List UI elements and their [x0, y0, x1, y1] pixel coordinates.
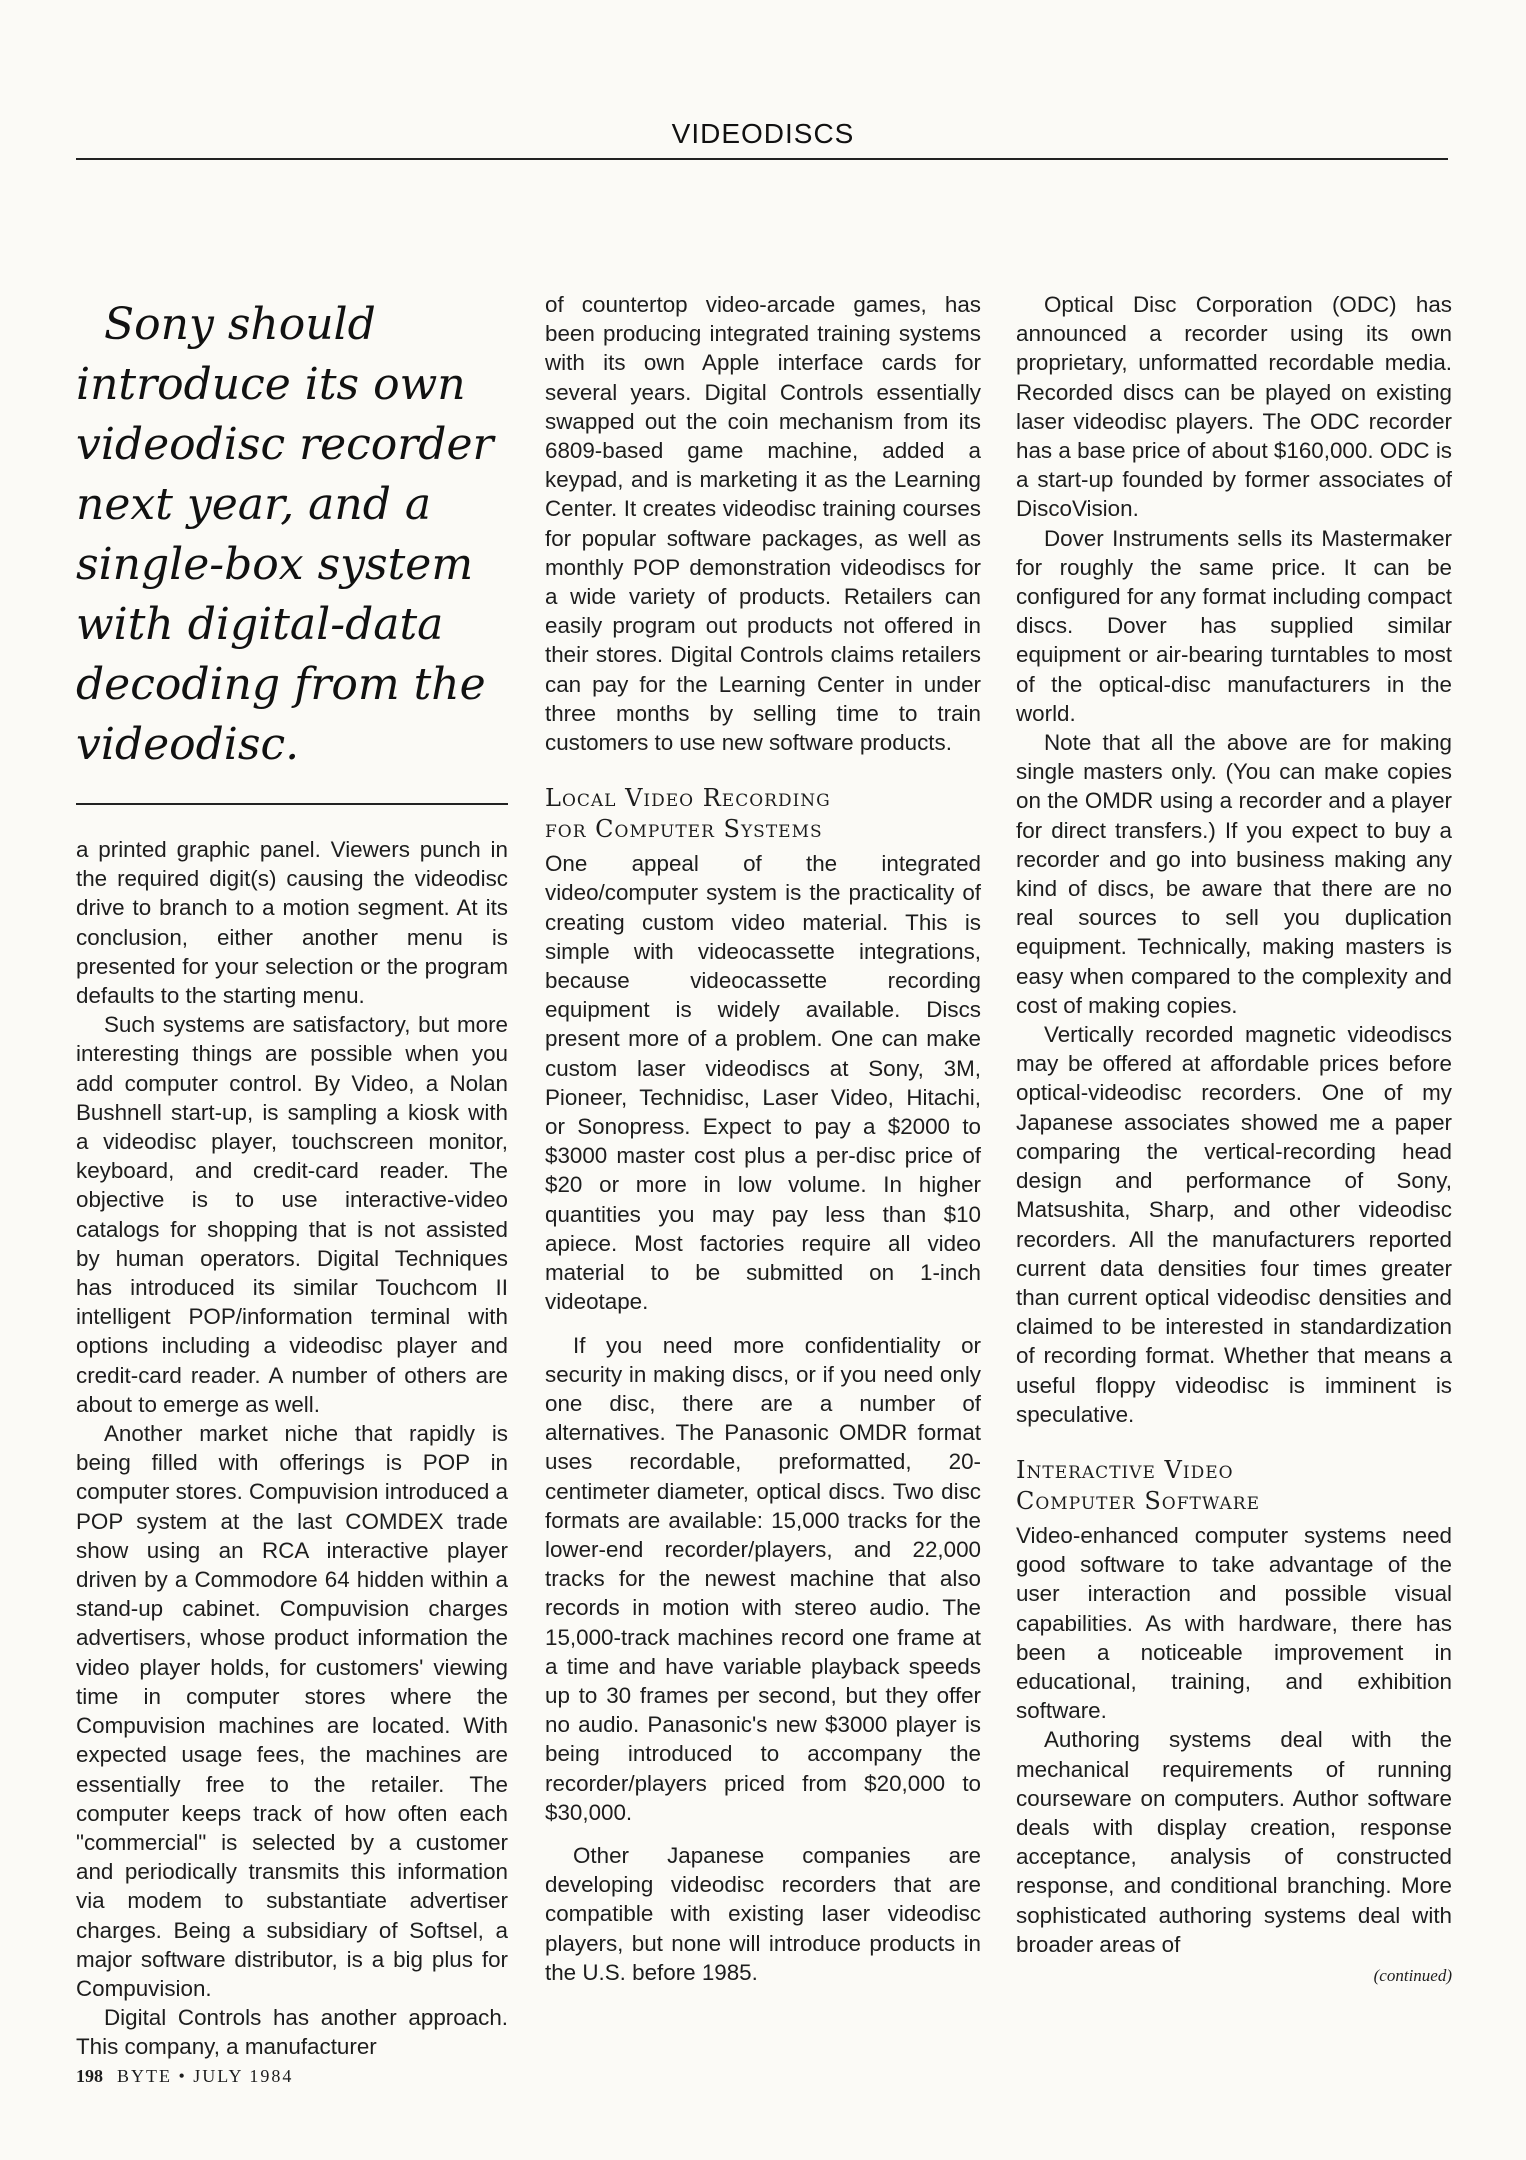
subhead-line: for Computer Systems	[545, 815, 823, 844]
continued-note: (continued)	[1373, 1965, 1452, 1985]
section-header: VIDEODISCS	[671, 118, 855, 149]
paragraph: Digital Controls has another approach. This company, a manufacturer	[76, 2005, 508, 2060]
paragraph: a printed graphic panel. Viewers punch in the required digit(s) causing the videodisc drive to branch to a motion segment. At its conclusion, either another menu is presented for your selection or the program defaults to the starting menu.	[76, 837, 508, 1009]
paragraph: Dover Instruments sells its Mastermaker for roughly the same price. It can be configured for any format including compact discs. Dover has supplied similar equipment or air-bearing turntables to most of the optical-disc manufacturers in the world.	[1016, 525, 1452, 726]
paragraph: Optical Disc Corporation (ODC) has announced a recorder using its own proprietary, unformatted recordable media. Recorded discs can be played on existing laser videodisc players. The ODC recorder has a base price of about $160,000. ODC is a start-up founded by former associates of DiscoVision.	[1016, 292, 1452, 522]
paragraph: Other Japanese companies are developing videodisc recorders that are compatible with existing laser videodisc players, but none will introduce products in the U.S. before 1985.	[545, 1842, 981, 1985]
subhead-line: Local Video Recording	[545, 784, 831, 813]
column-2	[545, 290, 981, 1987]
paragraph: Vertically recorded magnetic videodiscs may be offered at affordable prices before optical-videodisc recorders. One of my Japanese associates showed me a paper comparing the vertical-recording head design and performance of Sony, Matsushita, Sharp, and other videodisc recorders. All the manufacturers reported current data densities four times greater than current optical videodisc densities and claimed to be interested in standardization of recording format. Whether that means a useful floppy videodisc is imminent is speculative.	[1016, 1022, 1452, 1427]
paragraph: If you need more confidentiality or security in making discs, or if you need only one disc, there are a number of alternatives. The Panasonic OMDR format uses recordable, preformatted, 20-centimeter diameter, optical discs. Two disc formats are available: 15,000 tracks for the lower-end recorder/players, and 22,000 tracks for the newest machine that also records in motion with stereo audio. The 15,000-track machines record one frame at a time and have variable playback speeds up to 30 frames per second, but they offer no audio. Panasonic's new $3000 player is being introduced to accompany the recorder/players priced from $20,000 to $30,000.	[545, 1332, 981, 1825]
paragraph: of countertop video-arcade games, has been producing integrated training systems with its own Apple interface cards for several years. Digital Controls essentially swapped out the coin mechanism from its 6809-based game machine, added a keypad, and is marketing it as the Learning Center. It creates videodisc training courses for popular software packages, as well as monthly POP demonstration videodiscs for a wide variety of products. Retailers can easily program out products not offered in their stores. Digital Controls claims retailers can pay for the Learning Center in under three months by selling time to train customers to use new software products.	[545, 292, 981, 756]
paragraph: Authoring systems deal with the mechanical requirements of running courseware on computers. Author software deals with display creation, response acceptance, analysis of constructed response, and conditional branching. More sophisticated authoring systems deal with broader areas of	[1016, 1727, 1452, 1957]
paragraph: Video-enhanced computer systems need good software to take advantage of the user interaction and possible visual capabilities. As with hardware, there has been a noticeable improvement in educational, training, and exhibition software.	[1016, 1522, 1452, 1724]
publication-line: BYTE • JULY 1984	[117, 2066, 294, 2086]
paragraph: One appeal of the integrated video/computer system is the practicality of creating custom video material. This is simple with videocassette integrations, because videocassette recording equipment is widely available. Discs present more of a problem. One can make custom laser videodiscs at Sony, 3M, Pioneer, Technidisc, Laser Video, Hitachi, or Sonopress. Expect to pay a $2000 to $3000 master cost plus a per-disc price of $20 or more in low volume. In higher quantities you may pay less than $10 apiece. Most factories require all video material to be submitted on 1-inch videotape.	[545, 851, 981, 1315]
pull-quote-rule	[76, 803, 508, 805]
subhead-line: Computer Software	[1016, 1486, 1260, 1515]
paragraph: Note that all the above are for making single masters only. (You can make copies on the OMDR using a recorder and a player for direct transfers.) If you expect to buy a recorder and go into business making any kind of discs, be aware that there are no real sources to sell you duplication equipment. Technically, making masters is easy when compared to the complexity and cost of making copies.	[1016, 730, 1452, 1018]
page-number: 198	[76, 2066, 103, 2086]
paragraph: Such systems are satisfactory, but more interesting things are possible when you add computer control. By Video, a Nolan Bushnell start-up, is sampling a kiosk with a videodisc player, touchscreen monitor, keyboard, and credit-card reader. The objective is to use interactive-video catalogs for shopping that is not assisted by human operators. Digital Techniques has introduced its similar Touchcom II intelligent POP/information terminal with options including a videodisc player and credit-card reader. A number of others are about to emerge as well.	[76, 1012, 508, 1417]
column-1	[76, 295, 508, 2062]
subhead-interactive-video	[1016, 1455, 1452, 1517]
page-footer	[76, 2066, 293, 2087]
column-3	[1016, 290, 1452, 1990]
subhead-line: Interactive Video	[1016, 1455, 1234, 1484]
pull-quote: Sony should introduce its own videodisc recorder next year, and a single-box system with digital-data decoding from the videodisc.	[76, 299, 494, 770]
header-rule	[76, 158, 1448, 160]
subhead-local-video-recording	[545, 783, 981, 845]
paragraph: Another market niche that rapidly is being filled with offerings is POP in computer stores. Compuvision introduced a POP system at the last COMDEX trade show using an RCA interactive player driven by a Commodore 64 hidden within a stand-up cabinet. Compuvision charges advertisers, whose product information the video player holds, for customers' viewing time in computer stores where the Compuvision machines are located. With expected usage fees, the machines are essentially free to the retailer. The computer keeps track of how often each "commercial" is selected by a customer and periodically transmits this information via modem to substantiate advertiser charges. Being a subsidiary of Softsel, a major software distributor, is a big plus for Compuvision.	[76, 1421, 508, 2001]
